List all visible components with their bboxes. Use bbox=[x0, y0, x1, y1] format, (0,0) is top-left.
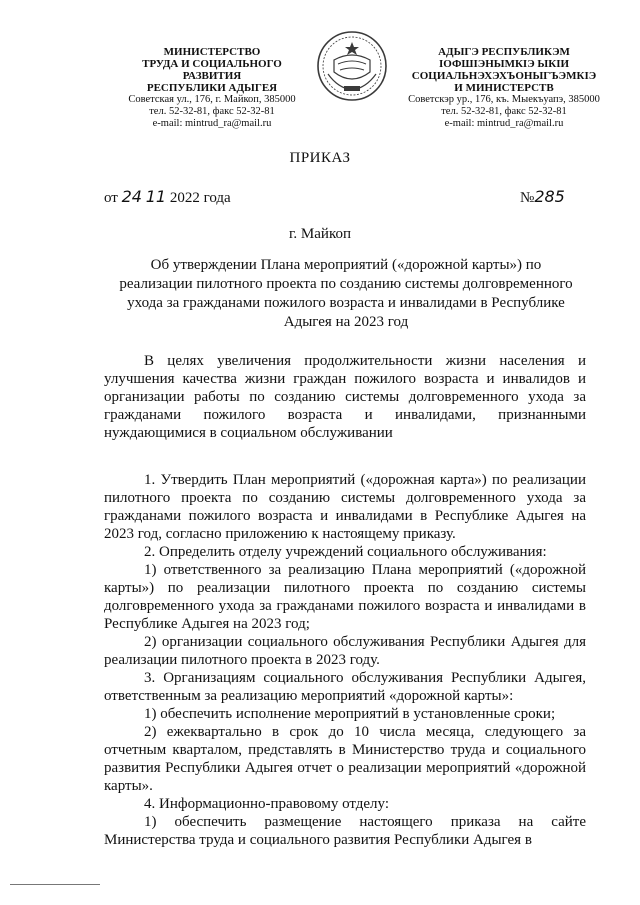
header-left-line3: РАЗВИТИЯ bbox=[182, 70, 242, 82]
header-right-line4: И МИНИСТЕРСТВ bbox=[454, 82, 554, 94]
header-right-phone: тел. 52-32-81, факс 52-32-81 bbox=[441, 106, 567, 117]
header-left-line4: РЕСПУБЛИКИ АДЫГЕЯ bbox=[146, 82, 278, 94]
order-title: ПРИКАЗ bbox=[289, 150, 351, 166]
order-item: 1. Утвердить План мероприятий («дорожная карта») по реализации пилотного проекта по созданию системы долговременного ухода за гражданами пожилого возраста и инвалидами в Республике Адыгея на 2023 год, согласно приложению к настоящему приказу. bbox=[104, 472, 586, 542]
order-item: 2) организации социального обслуживания Республики Адыгея для реализации пилотного проекта в 2023 году. bbox=[104, 634, 586, 668]
order-number bbox=[520, 187, 565, 207]
order-item: 3. Организациям социального обслуживания Республики Адыгея, ответственным за реализацию мероприятий «дорожной карты»: bbox=[104, 670, 586, 704]
order-item: 1) обеспечить исполнение мероприятий в установленные сроки; bbox=[144, 706, 556, 722]
order-subject: Об утверждении Плана мероприятий («дорожной карты») по реализации пилотного проекта по созданию системы долговременного ухода за гражданами пожилого возраста и инвалидами в Республике Адыгея на 2023 год bbox=[119, 257, 573, 330]
order-item: 2) ежеквартально в срок до 10 числа месяца, следующего за отчетным кварталом, представлять в Министерство труда и социального развития Республики Адыгея отчет о реализации мероприятий «дорожной карты». bbox=[104, 724, 586, 794]
header-right-line2: IОФШIЭНЫМКIЭ ЫКIИ bbox=[438, 58, 570, 70]
header-right bbox=[396, 46, 612, 130]
order-number-prefix: № bbox=[520, 190, 535, 206]
order-body bbox=[104, 471, 586, 849]
header-left-line2: ТРУДА И СОЦИАЛЬНОГО bbox=[142, 58, 282, 70]
header-left-phone: тел. 52-32-81, факс 52-32-81 bbox=[149, 106, 275, 117]
footer-divider bbox=[10, 884, 100, 885]
header-left-email: e-mail: mintrud_ra@mail.ru bbox=[152, 118, 272, 129]
order-item: 4. Информационно-правовому отделу: bbox=[144, 796, 390, 812]
header-left bbox=[112, 46, 312, 130]
order-date bbox=[104, 187, 231, 207]
header-right-email: e-mail: mintrud_ra@mail.ru bbox=[444, 118, 564, 129]
order-date-day: 24 bbox=[121, 187, 142, 206]
order-number-value: 285 bbox=[534, 187, 565, 206]
header-right-address: Советскэр ур., 176, къ. Мыекъуапэ, 385000 bbox=[408, 94, 600, 105]
header-left-address: Советская ул., 176, г. Майкоп, 385000 bbox=[128, 94, 296, 105]
coat-of-arms-icon bbox=[316, 30, 388, 102]
header-right-line3: СОЦИАЛЬНЭХЭХЪОНЫГЪЭМКIЭ bbox=[411, 70, 597, 82]
city: г. Майкоп bbox=[288, 226, 352, 242]
order-date-prefix: от bbox=[104, 190, 118, 206]
order-item: 1) ответственного за реализацию Плана мероприятий («дорожной карты») по реализации пилотного проекта по созданию системы долговременного ухода за гражданами пожилого возраста и инвалидами в Республике Адыгея на 2023 год; bbox=[104, 562, 586, 632]
header-left-line1: МИНИСТЕРСТВО bbox=[163, 46, 261, 58]
preamble: В целях увеличения продолжительности жизни населения и улучшения качества жизни граждан пожилого возраста и инвалидов и организации работы по созданию системы долговременного ухода за гражданами пожилого возраста и инвалидами, признанными нуждающимися в социальном обслуживании bbox=[104, 353, 586, 441]
header-right-line1: АДЫГЭ РЕСПУБЛИКЭМ bbox=[438, 46, 570, 58]
order-date-suffix: 2022 года bbox=[169, 190, 231, 206]
order-item: 1) обеспечить размещение настоящего приказа на сайте Министерства труда и социального развития Республики Адыгея в bbox=[104, 814, 586, 848]
order-date-month: 11 bbox=[145, 187, 167, 206]
order-item: 2. Определить отделу учреждений социального обслуживания: bbox=[144, 544, 547, 560]
